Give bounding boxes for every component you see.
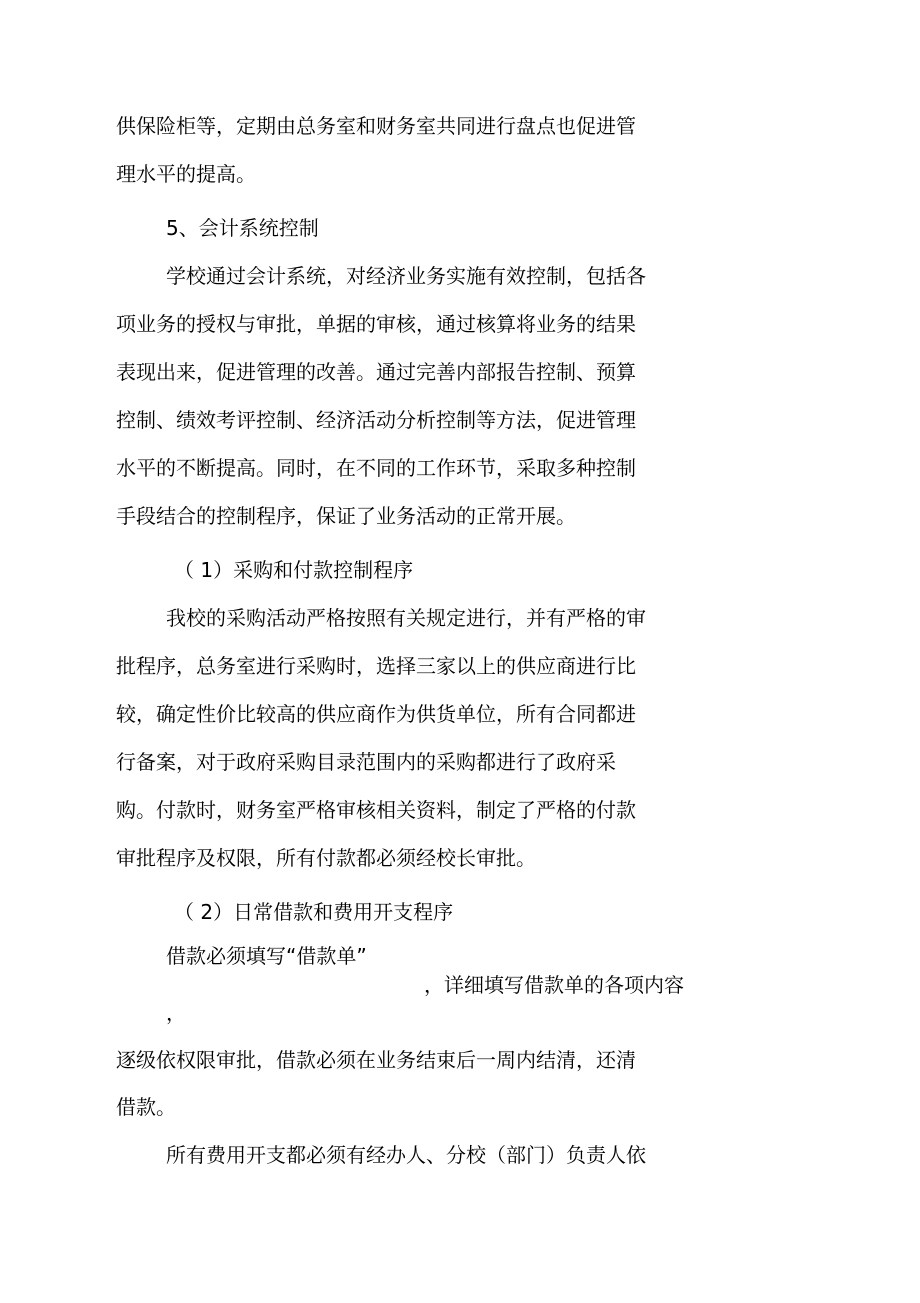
text-line-12: 批程序，总务室进行采购时，选择三家以上的供应商进行比 xyxy=(116,654,636,678)
text-line-20: ， xyxy=(166,1001,186,1025)
subheading-procurement: （ 1）采购和付款控制程序 xyxy=(174,558,414,582)
text-line-13: 较，确定性价比较高的供应商作为供货单位，所有合同都进 xyxy=(116,702,636,726)
text-line-18: 借款必须填写“借款单” xyxy=(166,944,367,968)
text-line-5: 项业务的授权与审批，单据的审核，通过核算将业务的结果 xyxy=(116,312,636,336)
text-line-22: 借款。 xyxy=(116,1095,176,1119)
text-line-23: 所有费用开支都必须有经办人、分校（部门）负责人依 xyxy=(166,1143,646,1167)
text-line-1: 供保险柜等，定期由总务室和财务室共同进行盘点也促进管 xyxy=(116,114,636,138)
text-line-2: 理水平的提高。 xyxy=(116,162,256,186)
text-line-7: 控制、绩效考评控制、经济活动分析控制等方法，促进管理 xyxy=(116,408,636,432)
text-line-16: 审批程序及权限，所有付款都必须经校长审批。 xyxy=(116,846,536,870)
subheading-daily-loans: （ 2）日常借款和费用开支程序 xyxy=(174,900,454,924)
text-line-14: 行备案，对于政府采购目录范围内的采购都进行了政府采 xyxy=(116,750,616,774)
text-line-15: 购。付款时，财务室严格审核相关资料，制定了严格的付款 xyxy=(116,798,636,822)
section-heading-accounting-control: 5、会计系统控制 xyxy=(166,216,319,240)
text-line-8: 水平的不断提高。同时，在不同的工作环节，采取多种控制 xyxy=(116,456,636,480)
text-line-9: 手段结合的控制程序，保证了业务活动的正常开展。 xyxy=(116,504,576,528)
text-line-11: 我校的采购活动严格按照有关规定进行，并有严格的审 xyxy=(166,606,646,630)
text-line-6: 表现出来，促进管理的改善。通过完善内部报告控制、预算 xyxy=(116,360,636,384)
text-line-21: 逐级依权限审批，借款必须在业务结束后一周内结清，还清 xyxy=(116,1048,636,1072)
text-line-4: 学校通过会计系统，对经济业务实施有效控制，包括各 xyxy=(166,264,646,288)
text-line-19: ，详细填写借款单的各项内容 xyxy=(424,973,684,997)
